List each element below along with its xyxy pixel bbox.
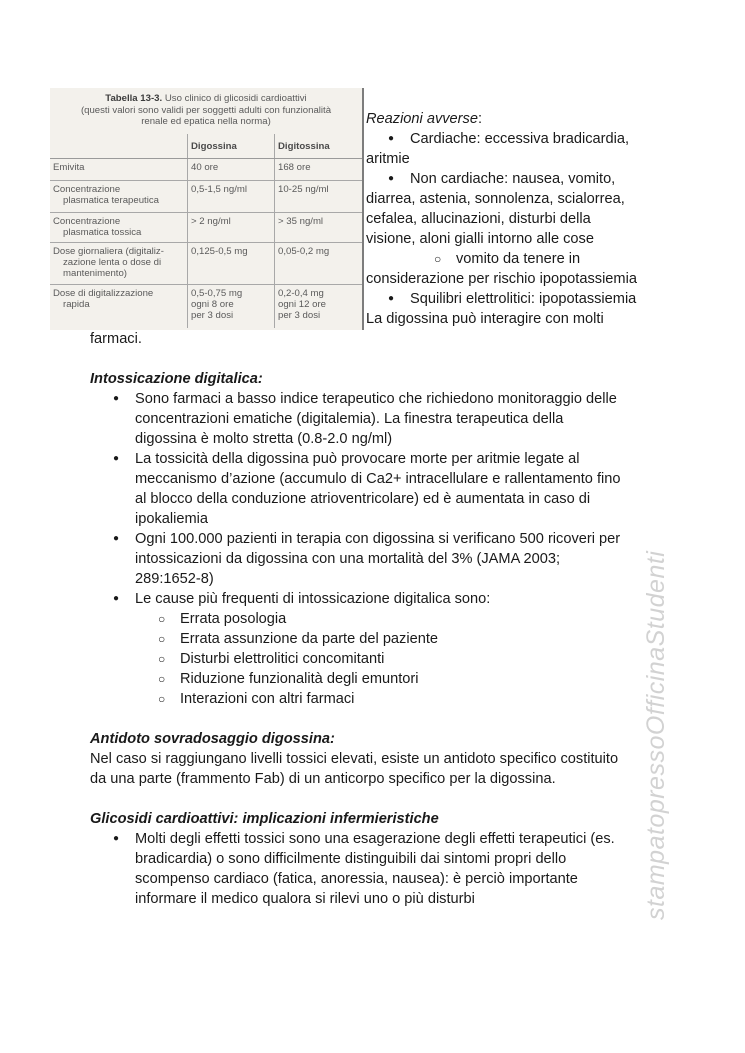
intossicazione-b3-line1: ● Ogni 100.000 pazienti in terapia con digossina si verificano 500 ricoveri per (135, 529, 620, 549)
causa-list-item: ○ Errata posologia (180, 609, 286, 629)
infermieristiche-b1-line4: informare il medico qualora si rilevi uno o più disturbi (135, 891, 475, 907)
intossicazione-b3-line2: intossicazioni da digossina con una mortalità del 3% (JAMA 2003; (135, 551, 561, 567)
table-row (50, 213, 362, 243)
table-header-digitossina: Digitossina (275, 134, 363, 159)
table-header-empty (50, 134, 188, 159)
table-header-row (50, 134, 362, 159)
table-cell-label: Concentrazione plasmatica tossica (50, 213, 188, 243)
table-caption-line3: renale ed epatica nella norma) (141, 116, 271, 127)
reazioni-interagire-line2: farmaci. (90, 331, 142, 347)
table-cell-digossina: > 2 ng/ml (188, 213, 275, 243)
table-cell-label: Concentrazione plasmatica terapeutica (50, 181, 188, 213)
causa-list-item: ○ Riduzione funzionalità degli emuntori (180, 669, 419, 689)
table-header-digossina: Digossina (188, 134, 275, 159)
intossicazione-b2-line2: meccanismo d’azione (accumulo di Ca2+ intracellulare e rallentamento fino (135, 471, 621, 487)
table-caption (50, 93, 362, 128)
reazioni-squilibri: ● Squilibri elettrolitici: ipopotassiemia (410, 289, 636, 309)
table-caption-line2: (questi valori sono validi per soggetti adulti con funzionalità (80, 104, 332, 116)
scan-edge-rule (362, 88, 364, 330)
reazioni-vomito-line1: ○ vomito da tenere in (456, 249, 580, 269)
table-cell-digitossina: 10-25 ng/ml (275, 181, 363, 213)
intossicazione-b4: ● Le cause più frequenti di intossicazione digitalica sono: (135, 589, 490, 609)
reazioni-noncardiache-line4: visione, aloni gialli intorno alle cose (366, 231, 594, 247)
scanned-table-image (50, 88, 362, 330)
intossicazione-b2-line4: ipokaliemia (135, 511, 209, 527)
reazioni-noncardiache-line1: ● Non cardiache: nausea, vomito, (410, 169, 615, 189)
causa-list-item: ○ Errata assunzione da parte del paziente (180, 629, 438, 649)
table-cell-digossina: 0,125-0,5 mg (188, 243, 275, 285)
reazioni-vomito-line2: considerazione per rischio ipopotassiemia (366, 271, 637, 287)
table-row (50, 243, 362, 285)
table-cell-label: Dose di digitalizzazione rapida (53, 288, 154, 310)
intossicazione-heading: Intossicazione digitalica: (90, 371, 263, 387)
reazioni-heading: Reazioni avverse: (366, 111, 483, 127)
watermark: stampatopressoOfficinaStudenti (642, 550, 670, 920)
table-row (50, 159, 362, 181)
table-cell-digossina: 0,5-0,75 mg ogni 8 ore per 3 dosi (188, 285, 275, 329)
causa-list-item: ○ Interazioni con altri farmaci (180, 689, 354, 709)
antidoto-line1: Nel caso si raggiungano livelli tossici elevati, esiste un antidoto specifico costituito (90, 751, 619, 767)
intossicazione-b1-line3: digossina è molto stretta (0.8-2.0 ng/ml) (135, 431, 393, 447)
table-caption-title: Tabella 13-3. (105, 93, 163, 104)
table-cell-label: Dose giornaliera (digitaliz- zazione lenta o dose di mantenimento) (50, 243, 188, 285)
table-caption-rest: Uso clinico di glicosidi cardioattivi (162, 93, 307, 104)
antidoto-line2: da una parte (frammento Fab) di un anticorpo specifico per la digossina. (90, 771, 556, 787)
reazioni-noncardiache-line3: cefalea, allucinazioni, disturbi della (366, 211, 591, 227)
table-row (50, 181, 362, 213)
infermieristiche-b1-line1: ● Molti degli effetti tossici sono una esagerazione degli effetti terapeutici (es. (135, 829, 615, 849)
antidoto-heading: Antidoto sovradosaggio digossina: (90, 731, 335, 747)
reazioni-noncardiache-line2: diarrea, astenia, sonnolenza, scialorrea, (366, 191, 625, 207)
table-cell-label: Emivita (50, 159, 188, 181)
infermieristiche-b1-line3: scompenso cardiaco (fatica, anoressia, nausea): è perciò importante (135, 871, 578, 887)
causa-list-item: ○ Disturbi elettrolitici concomitanti (180, 649, 384, 669)
glicosidi-table (50, 134, 362, 328)
reazioni-interagire-line1: La digossina può interagire con molti (366, 311, 604, 327)
table-cell-digitossina: 0,2-0,4 mg ogni 12 ore per 3 dosi (275, 285, 363, 329)
intossicazione-b1-line1: ● Sono farmaci a basso indice terapeutico che richiedono monitoraggio delle (135, 389, 617, 409)
intossicazione-b3-line3: 289:1652-8) (135, 571, 214, 587)
table-cell-digitossina: 0,05-0,2 mg (275, 243, 363, 285)
table-cell-digitossina: > 35 ng/ml (275, 213, 363, 243)
intossicazione-b2-line1: ● La tossicità della digossina può provocare morte per aritmie legate al (135, 449, 580, 469)
table-row (50, 285, 362, 329)
infermieristiche-b1-line2: bradicardia) o sono difficilmente distinguibili dai sintomi propri dello (135, 851, 567, 867)
reazioni-cardiache-line2: aritmie (366, 151, 410, 167)
table-cell-digossina: 0,5-1,5 ng/ml (188, 181, 275, 213)
infermieristiche-heading: Glicosidi cardioattivi: implicazioni infermieristiche (90, 811, 439, 827)
table-cell-digossina: 40 ore (188, 159, 275, 181)
reazioni-cardiache-line1: ● Cardiache: eccessiva bradicardia, (410, 129, 629, 149)
intossicazione-b1-line2: concentrazioni ematiche (digitalemia). La finestra terapeutica della (135, 411, 564, 427)
intossicazione-b2-line3: al blocco della conduzione atrioventricolare) ed è aumentata in caso di (135, 491, 591, 507)
table-cell-digitossina: 168 ore (275, 159, 363, 181)
